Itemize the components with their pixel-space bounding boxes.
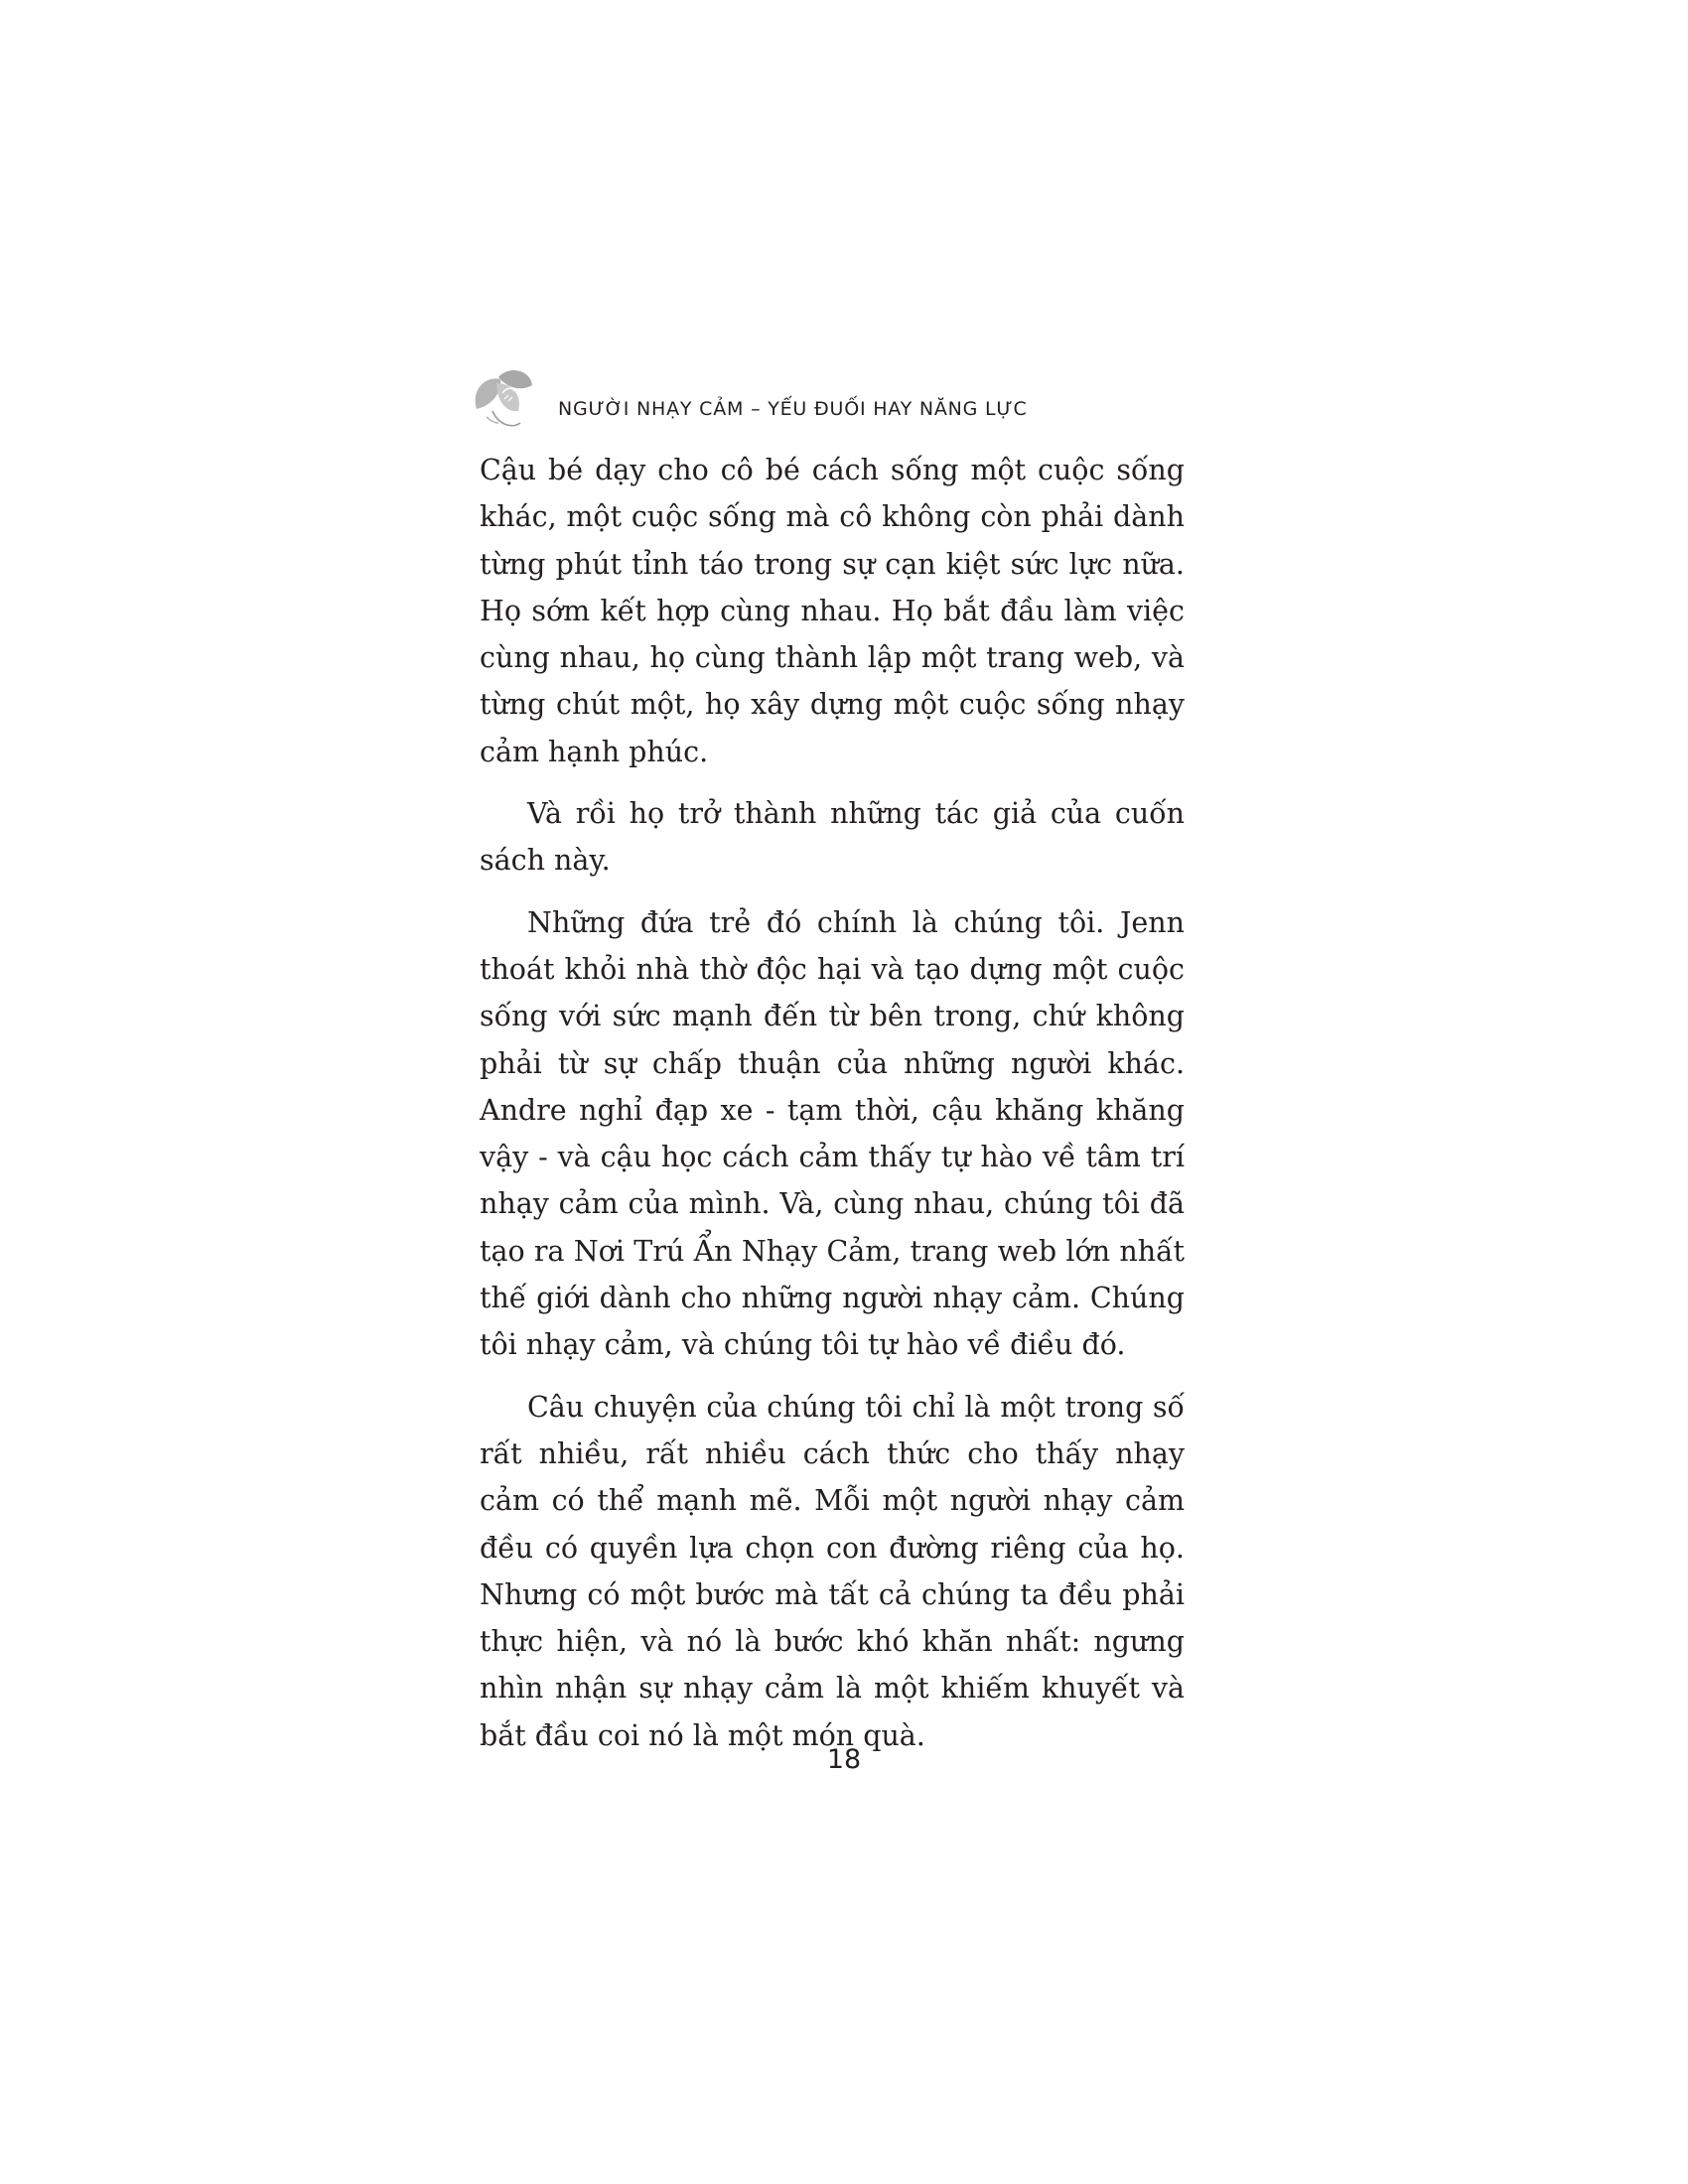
paragraph: Câu chuyện của chúng tôi chỉ là một trong số rất nhiều, rất nhiều cách thức cho thấy nhạy cảm có thể mạnh mẽ. Mỗi một người nhạy cảm đều có quyền lựa chọn con đường riêng của họ. Nhưng có một bước mà tất cả chúng ta đều phải thực hiện, và nó là bước khó khăn nhất: ngưng nhìn nhận sự nhạy cảm là một khiếm khuyết và bắt đầu coi nó là một món quà. [480,1390,1185,1752]
running-header-title: NGƯỜI NHẠY CẢM – YẾU ĐUỐI HAY NĂNG LỰC [558,398,1028,420]
page-number: 18 [826,1744,862,1775]
paragraph: Và rồi họ trở thành những tác giả của cuốn sách này. [480,797,1185,878]
running-header [469,365,1223,435]
paragraph: Những đứa trẻ đó chính là chúng tôi. Jenn thoát khỏi nhà thờ độc hại và tạo dựng một cuộc sống với sức mạnh đến từ bên trong, chứ không phải từ sự chấp thuận của những người khác. Andre nghỉ đạp xe - tạm thời, cậu khăng khăng vậy - và cậu học cách cảm thấy tự hào về tâm trí nhạy cảm của mình. Và, cùng nhau, chúng tôi đã tạo ra Nơi Trú Ẩn Nhạy Cảm, trang web lớn nhất thế giới dành cho những người nhạy cảm. Chúng tôi nhạy cảm, và chúng tôi tự hào về điều đó. [480,905,1185,1362]
leaf-ornament-icon [469,365,540,435]
body-text [480,447,1185,1774]
paragraph: Cậu bé dạy cho cô bé cách sống một cuộc sống khác, một cuộc sống mà cô không còn phải dành từng phút tỉnh táo trong sự cạn kiệt sức lực nữa. Họ sớm kết hợp cùng nhau. Họ bắt đầu làm việc cùng nhau, họ cùng thành lập một trang web, và từng chút một, họ xây dựng một cuộc sống nhạy cảm hạnh phúc. [480,454,1185,768]
